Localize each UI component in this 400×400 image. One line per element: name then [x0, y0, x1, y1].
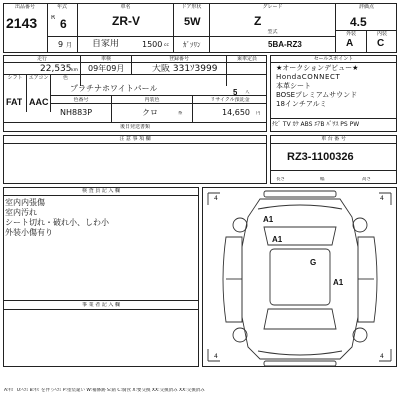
- bracket-number-br: 4: [380, 353, 384, 360]
- exhibit-number: 2143: [6, 15, 38, 31]
- regno-label: 登録番号: [168, 56, 189, 62]
- capacity-unit: 人: [245, 90, 250, 95]
- recycle-label: リサイクル預託金: [210, 97, 250, 103]
- sales-point-line-4: BOSEプレミアムサウンド: [276, 91, 358, 99]
- month-unit: 月: [66, 42, 73, 49]
- ac-label: エアコン: [28, 75, 49, 81]
- inspector-title: 検 査 員 記 入 欄: [82, 188, 120, 194]
- damage-mark-front: A1: [263, 215, 274, 224]
- month: 9: [58, 40, 64, 49]
- inspector-line-4: 外装小傷有り: [5, 228, 53, 237]
- inspector-line-3: シート切れ・破れ小、しわ小: [5, 218, 109, 227]
- bracket-number-bl: 4: [214, 353, 218, 360]
- recycle-unit: 円: [256, 111, 261, 116]
- width-label: 幅: [320, 177, 325, 182]
- damage-mark-roof: G: [310, 258, 317, 267]
- sales-point-line-2: HondaCONNECT: [276, 73, 341, 81]
- chassis-title: 車 台 番 号: [321, 136, 346, 142]
- chassis-number: RZ3-1100326: [287, 151, 354, 163]
- inspector-line-1: 室内内張傷: [5, 198, 45, 207]
- inspector-line-2: 室内汚れ: [5, 208, 37, 217]
- color-code-label: 色番号: [73, 97, 89, 103]
- era: R: [51, 15, 56, 20]
- air-conditioner: AAC: [29, 97, 49, 107]
- grade-label: グレード: [262, 4, 283, 10]
- interior-label: 内装: [376, 31, 387, 37]
- color: プラチナホワイトパール: [70, 84, 158, 93]
- auction-score: 4.5: [350, 15, 367, 29]
- displacement-unit: cc: [164, 43, 169, 48]
- height-label: 高さ: [362, 177, 371, 182]
- bracket-number-tl: 4: [214, 195, 218, 202]
- equipment-list: ﾅﾋﾞ TV ｶｸ ABS ｴｱB ﾊﾟﾜｽ PS PW: [272, 121, 360, 128]
- interior-color-label: 内装色: [144, 97, 160, 103]
- sales-point-line-1: ★オークションデビュー★: [276, 64, 359, 72]
- color-code: NH883P: [60, 108, 93, 117]
- exterior-grade: A: [346, 39, 354, 49]
- bracket-number-tr: 4: [380, 195, 384, 202]
- mileage-label: 走行: [36, 56, 47, 62]
- mission-label: シフト: [7, 75, 23, 81]
- recycle-fee: 14,650: [222, 108, 250, 117]
- capacity: 5: [233, 88, 238, 97]
- model-year: 6: [60, 17, 67, 31]
- history-label: 後日発送書類: [119, 124, 150, 130]
- interior-grade: C: [377, 39, 385, 49]
- mileage-unit: km: [71, 68, 78, 73]
- damage-mark-right-door: A1: [333, 278, 344, 287]
- model-name: ZR-V: [112, 14, 140, 28]
- interior-color: クロ: [142, 108, 158, 117]
- transmission: FAT: [6, 97, 23, 107]
- notes-title: 注 意 事 項 欄: [119, 136, 151, 142]
- exhibit-number-label: 出品番号: [14, 4, 35, 10]
- interior-color-unit: 系: [178, 111, 183, 116]
- doors: 5W: [184, 16, 201, 28]
- capacity-label: 乗車定員: [236, 56, 257, 62]
- sales-point-line-5: 18インチアルミ: [276, 100, 327, 108]
- doors-label: ドア形状: [181, 4, 202, 10]
- grade: Z: [254, 14, 262, 28]
- registration-number: 大阪 331ｿ3999: [152, 64, 218, 74]
- damage-mark-left-door: A1: [272, 235, 283, 244]
- model-type: 5BA-RZ3: [268, 40, 302, 49]
- inspection-date: 09年09月: [88, 64, 125, 73]
- dealer-title: 事 業 者 記 入 欄: [82, 302, 120, 308]
- legend-text: A:ｷｽﾞ U:ﾍｺﾐ B:ｷｽﾞを伴うﾍｺﾐ P:塗装違い W:補修跡 S:錆 C:腐食 X:要交換 XX:交換済み XX:交換済み: [4, 388, 205, 393]
- mileage: 22,535: [40, 64, 72, 74]
- type-label: 型式: [267, 29, 278, 35]
- sales-point-title: セールスポイント: [313, 56, 354, 62]
- year-label: 年式: [56, 4, 67, 10]
- length-label: 長さ: [276, 177, 285, 182]
- inspection-label: 車検: [100, 56, 111, 62]
- sales-point-line-3: 本革シート: [276, 82, 311, 90]
- exterior-label: 外装: [345, 31, 356, 37]
- displacement: 1500: [142, 40, 163, 49]
- score-label: 評価点: [358, 4, 374, 10]
- color-label: 色: [62, 75, 68, 81]
- usage: 自家用: [92, 39, 120, 49]
- car-diagram: [202, 187, 397, 367]
- fuel: ｶﾞｿﾘﾝ: [183, 41, 201, 49]
- model-label: 車名: [120, 4, 131, 10]
